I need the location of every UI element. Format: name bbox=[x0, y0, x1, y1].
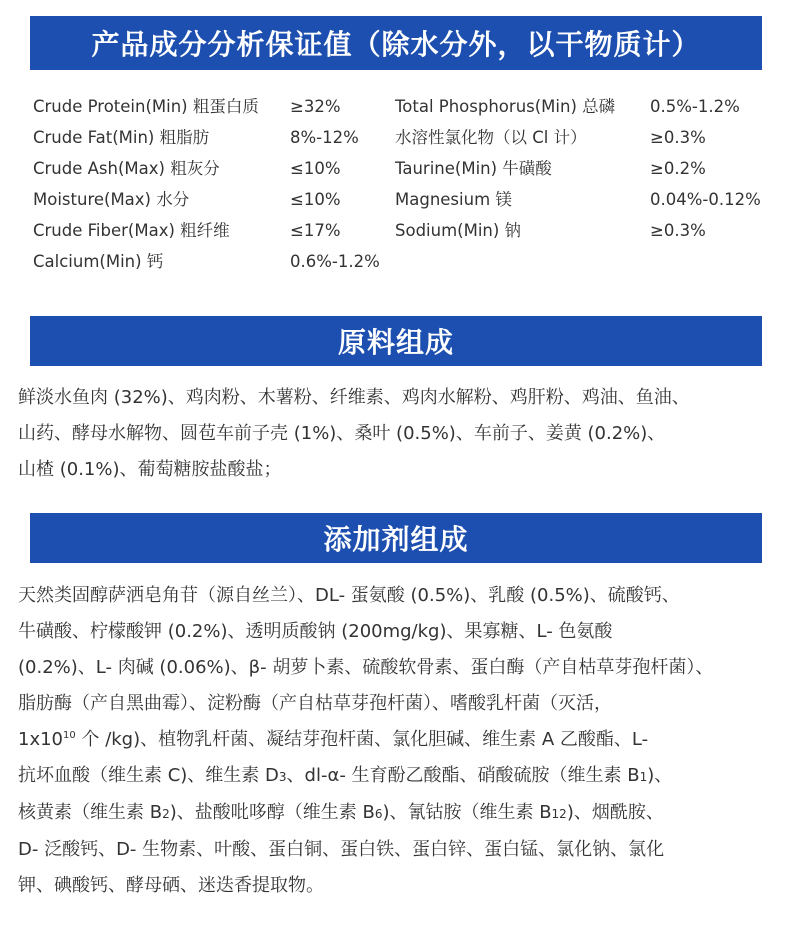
additives-subscript: 6 bbox=[374, 807, 383, 821]
additives-line: (0.2%)、L- 肉碱 (0.06%)、β- 胡萝卜素、硫酸软骨素、蛋白酶（产自枯草芽孢杆菌）、 bbox=[18, 657, 714, 678]
ingredients-line: 鲜淡水鱼肉 (32%)、鸡肉粉、木薯粉、纤维素、鸡肉水解粉、鸡肝粉、鸡油、鱼油、 bbox=[18, 387, 690, 408]
analysis-label: Crude Ash(Max) 粗灰分 bbox=[33, 159, 220, 178]
ingredients-line: 山楂 (0.1%)、葡萄糖胺盐酸盐； bbox=[18, 459, 282, 480]
analysis-value: 0.5%-1.2% bbox=[650, 97, 740, 116]
additives-subscript: 3 bbox=[278, 770, 287, 784]
additives-text-segment: )、 bbox=[647, 765, 673, 786]
analysis-label: Crude Protein(Min) 粗蛋白质 bbox=[33, 97, 259, 116]
additives-text-segment: 核黄素（维生素 B bbox=[18, 802, 163, 823]
analysis-value: ≥0.3% bbox=[650, 128, 706, 147]
analysis-value: ≤17% bbox=[290, 221, 341, 240]
analysis-value: ≤10% bbox=[290, 159, 341, 178]
analysis-label: Total Phosphorus(Min) 总磷 bbox=[395, 97, 616, 116]
additives-line: 天然类固醇萨洒皂角苷（源自丝兰）、DL- 蛋氨酸 (0.5%)、乳酸 (0.5%)、硫酸钙、 bbox=[18, 585, 680, 606]
additives-section-title: 添加剂组成 bbox=[323, 523, 469, 556]
additives-line: 牛磺酸、柠檬酸钾 (0.2%)、透明质酸钠 (200mg/kg)、果寡糖、L- 色氨酸 bbox=[18, 621, 613, 642]
additives-line: 脂肪酶（产自黑曲霉）、淀粉酶（产自枯草芽孢杆菌）、嗜酸乳杆菌（灭活， bbox=[18, 693, 612, 714]
additives-superscript: 10 bbox=[63, 730, 76, 741]
analysis-value: ≥32% bbox=[290, 97, 341, 116]
ingredients-section-title: 原料组成 bbox=[337, 326, 454, 359]
analysis-label: Crude Fiber(Max) 粗纤维 bbox=[33, 221, 230, 240]
analysis-label: Crude Fat(Min) 粗脂肪 bbox=[33, 128, 210, 147]
additives-text-segment: )、盐酸吡哆醇（维生素 B bbox=[169, 802, 375, 823]
additives-text-segment: )、氰钴胺（维生素 B bbox=[382, 802, 552, 823]
analysis-label: Sodium(Min) 钠 bbox=[395, 221, 522, 240]
additives-line bbox=[18, 758, 778, 795]
analysis-label: Magnesium 镁 bbox=[395, 190, 512, 209]
analysis-section-title: 产品成分分析保证值（除水分外，以干物质计） bbox=[91, 28, 701, 61]
additives-text bbox=[18, 578, 778, 904]
analysis-value: 0.6%-1.2% bbox=[290, 252, 380, 271]
analysis-value: 0.04%-0.12% bbox=[650, 190, 761, 209]
ingredients-section-header bbox=[30, 316, 762, 366]
analysis-value: ≥0.2% bbox=[650, 159, 706, 178]
analysis-value: ≤10% bbox=[290, 190, 341, 209]
analysis-label: Moisture(Max) 水分 bbox=[33, 190, 190, 209]
analysis-section-header bbox=[30, 16, 762, 70]
additives-line: D- 泛酸钙、D- 生物素、叶酸、蛋白铜、蛋白铁、蛋白锌、蛋白锰、氯化钠、氯化 bbox=[18, 839, 665, 860]
additives-text-segment: 1x10 bbox=[18, 729, 64, 750]
additives-subscript: 12 bbox=[551, 807, 567, 821]
additives-text-segment: )、烟酰胺、 bbox=[566, 802, 664, 823]
additives-text-segment: 个 /kg)、植物乳杆菌、凝结芽孢杆菌、氯化胆碱、维生素 A 乙酸酯、L- bbox=[75, 729, 649, 750]
additives-subscript: 1 bbox=[639, 770, 648, 784]
additives-text-segment: 抗坏血酸（维生素 C)、维生素 D bbox=[18, 765, 279, 786]
additives-line: 钾、碘酸钙、酵母硒、迷迭香提取物。 bbox=[18, 875, 324, 896]
additives-section-header bbox=[30, 513, 762, 563]
analysis-label: Calcium(Min) 钙 bbox=[33, 252, 164, 271]
additives-subscript: 2 bbox=[162, 807, 170, 821]
analysis-label: 水溶性氯化物（以 Cl 计） bbox=[395, 128, 587, 147]
additives-text-segment: 、dl-α- 生育酚乙酸酯、硝酸硫胺（维生素 B bbox=[286, 765, 640, 786]
additives-line bbox=[18, 795, 778, 832]
analysis-label: Taurine(Min) 牛磺酸 bbox=[395, 159, 552, 178]
analysis-value: 8%-12% bbox=[290, 128, 359, 147]
ingredients-text bbox=[18, 380, 778, 488]
analysis-value: ≥0.3% bbox=[650, 221, 706, 240]
ingredients-line: 山药、酵母水解物、圆苞车前子壳 (1%)、桑叶 (0.5%)、车前子、姜黄 (0.2%)、 bbox=[18, 423, 666, 444]
additives-line bbox=[18, 722, 778, 758]
